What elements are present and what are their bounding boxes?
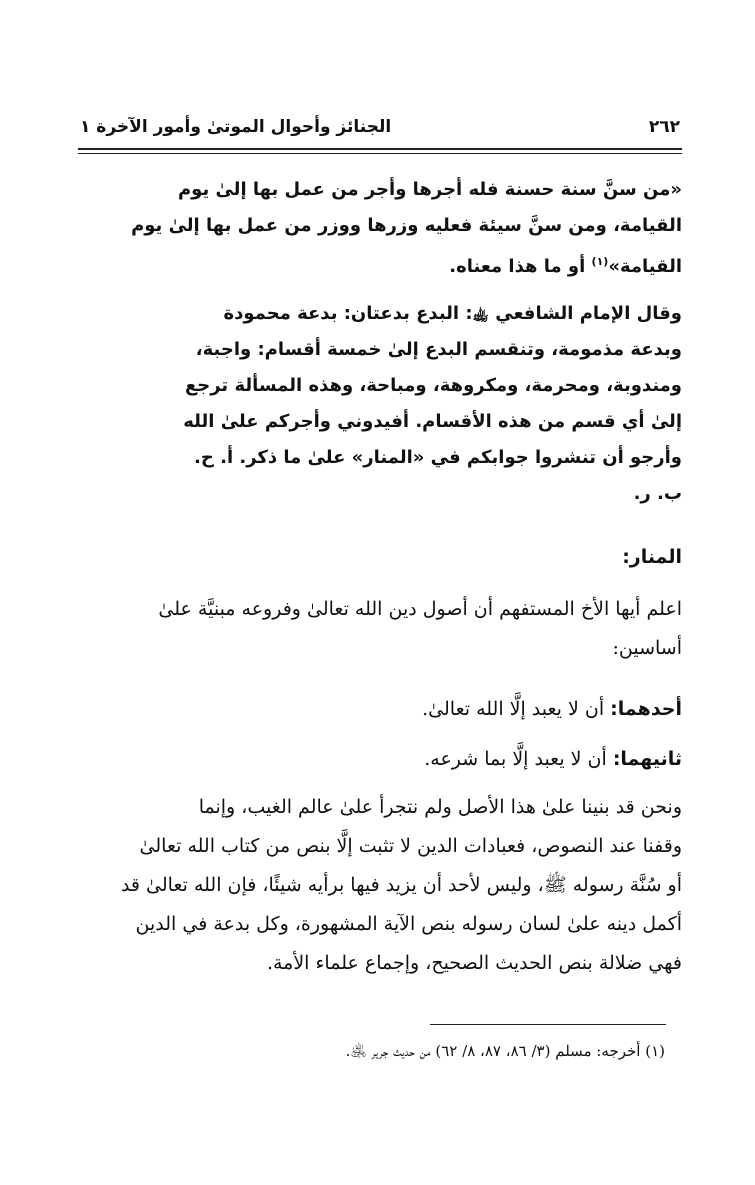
text-line: ب. ر. [633, 483, 682, 504]
text-line: ومندوبة، ومحرمة، ومكروهة، ومباحة، وهذه المسألة ترجع [184, 375, 682, 396]
text-line: أساسين: [612, 637, 682, 659]
header-rule-thin [78, 153, 682, 154]
question-paragraph-1 [76, 172, 682, 285]
text-line: اعلم أيها الأخ المستفهم أن أصول دين الله تعالىٰ وفروعه مبنيَّة علىٰ [158, 598, 682, 620]
footnote-reference: (١) [591, 255, 609, 268]
text-line: وأرجو أن تنشروا جوابكم في «المنار» علىٰ ما ذكر. أ. ح. [194, 447, 682, 468]
text-line [76, 740, 682, 779]
text-line [76, 244, 682, 285]
text-line: وبدعة مذمومة، وتنقسم البدع إلىٰ خمسة أقسام: واجبة، [195, 339, 682, 360]
answer-intro [76, 590, 682, 668]
text-segment: القيامة» [608, 256, 682, 277]
basis-2 [76, 740, 682, 779]
text-line: أو سُنَّة رسوله ﷺ، وليس لأحد أن يزيد فيها برأيه شيئًا، فإن الله تعالىٰ قد [120, 874, 682, 896]
basis-1 [76, 690, 682, 729]
text-line: «من سنَّ سنة حسنة فله أجرها وأجر من عمل بها إلىٰ يوم [177, 179, 682, 200]
footnote: (١) أخرجه: مسلم (٣/ ٨٦، ٨٧، ٨/ ٦٢) من حديث جرير ﵁. [345, 1042, 665, 1060]
text-line: ونحن قد بنينا علىٰ هذا الأصل ولم نتجرأ علىٰ عالم الغيب، وإنما [198, 796, 682, 818]
text-line [76, 690, 682, 729]
section-heading: المنار: [622, 546, 682, 568]
header-rule-thick [78, 148, 682, 150]
basis-label: ثانيهما: [612, 748, 682, 770]
text-line: أكمل دينه علىٰ لسان رسوله بنص الآية المشهورة، وكل بدعة في الدين [135, 913, 682, 935]
text-line: فهي ضلالة بنص الحديث الصحيح، وإجماع علماء الأمة. [266, 952, 682, 974]
page-number: ٢٦٢ [648, 117, 680, 137]
page-header [80, 110, 680, 144]
question-paragraph-2 [76, 296, 682, 512]
basis-text: أن لا يعبد إلَّا بما شرعه. [424, 748, 613, 770]
basis-label: أحدهما: [610, 698, 682, 720]
footnote-rule [430, 1024, 666, 1025]
running-title: الجنائز وأحوال الموتىٰ وأمور الآخرة ١ [80, 117, 392, 137]
basis-text: أن لا يعبد إلَّا الله تعالىٰ. [422, 698, 611, 720]
answer-heading [76, 538, 682, 577]
text-line: وقال الإمام الشافعي ﵀: البدع بدعتان: بدعة محمودة [223, 303, 682, 324]
text-line: القيامة، ومن سنَّ سيئة فعليه وزرها ووزر من عمل بها إلىٰ يوم [131, 215, 682, 236]
text-line: وقفنا عند النصوص، فعبادات الدين لا تثبت إلَّا بنص من كتاب الله تعالىٰ [139, 835, 682, 857]
text-line: إلىٰ أي قسم من هذه الأقسام. أفيدوني وأجركم علىٰ الله [183, 411, 682, 432]
answer-body [76, 788, 682, 983]
text-segment: أو ما هذا معناه. [449, 256, 592, 277]
